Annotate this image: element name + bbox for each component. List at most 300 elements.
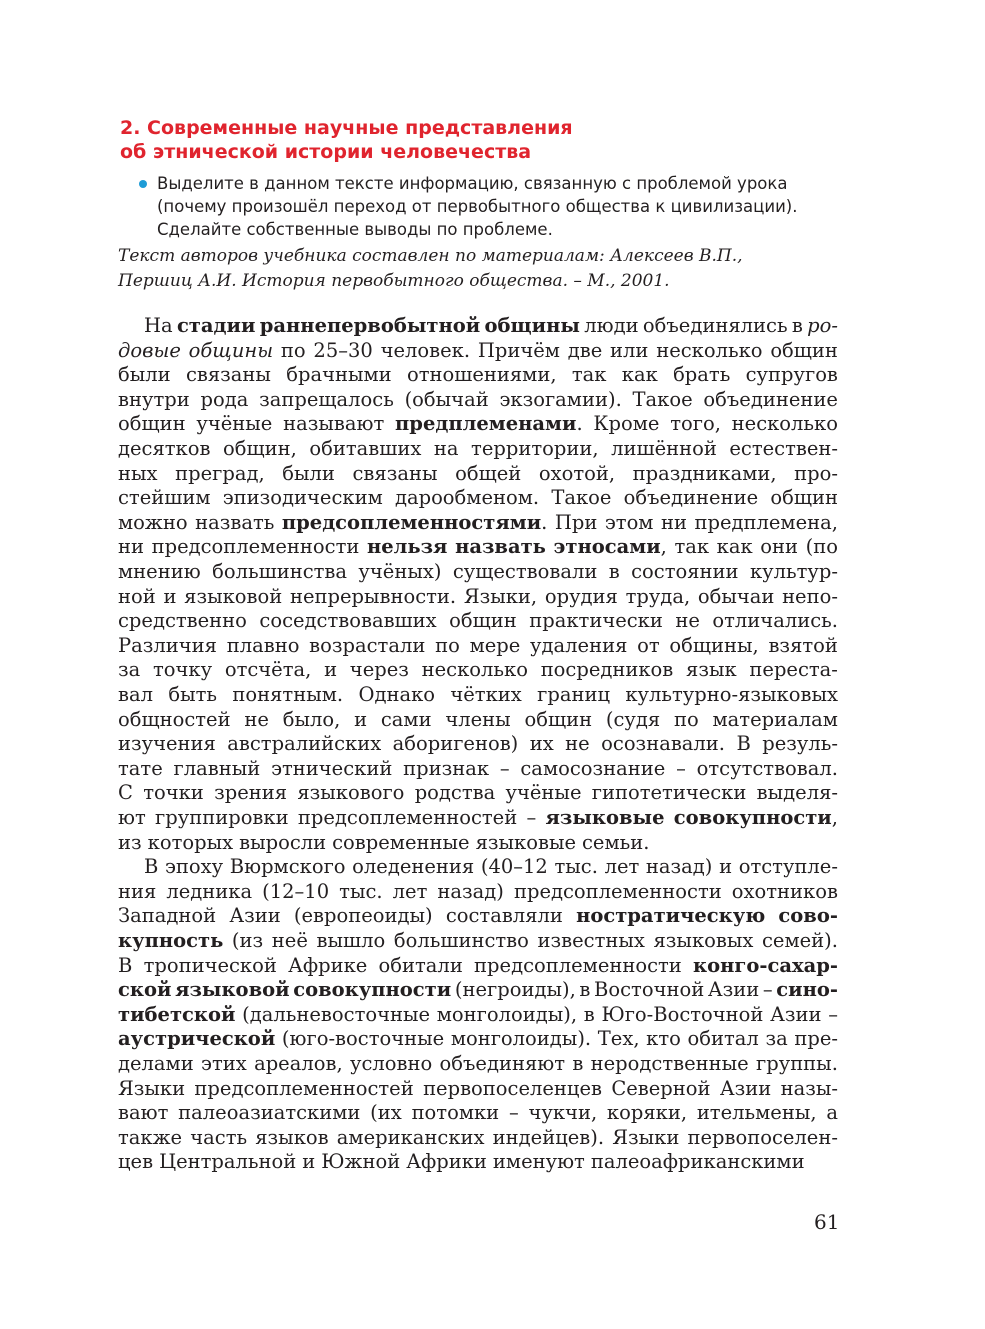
body-word: предплемена, bbox=[694, 511, 838, 534]
body-line bbox=[118, 954, 838, 978]
body-word: отсутствовал. bbox=[696, 757, 838, 780]
body-word: были bbox=[118, 363, 171, 386]
body-word: ской bbox=[118, 978, 172, 1001]
body-word: неё bbox=[271, 929, 308, 952]
body-word: Кроме bbox=[593, 412, 660, 435]
body-word: общей bbox=[455, 462, 522, 485]
body-word: При bbox=[554, 511, 598, 534]
body-word: ностратическую bbox=[576, 904, 766, 927]
body-word: палеоазиатскими bbox=[178, 1101, 361, 1124]
body-word: связаны bbox=[352, 462, 438, 485]
body-word: ют bbox=[118, 806, 146, 829]
body-word: взятой bbox=[768, 634, 838, 657]
body-word: назад) bbox=[437, 880, 504, 903]
body-word: точки bbox=[143, 781, 204, 804]
body-line bbox=[118, 511, 838, 535]
body-word: по bbox=[435, 634, 460, 657]
body-word: супругов bbox=[745, 363, 838, 386]
body-line bbox=[118, 486, 838, 510]
body-word: существовали bbox=[452, 560, 598, 583]
body-word: монголоиды), bbox=[436, 1003, 578, 1026]
body-word: общины, bbox=[669, 634, 759, 657]
body-word: внутри bbox=[118, 388, 190, 411]
body-word: языкового bbox=[297, 781, 405, 804]
body-word: вышло bbox=[316, 929, 386, 952]
body-word: рода bbox=[200, 388, 249, 411]
body-word: цев bbox=[118, 1150, 154, 1173]
body-word: языковых bbox=[653, 929, 754, 952]
body-word: американских bbox=[336, 1126, 485, 1149]
body-word: про- bbox=[794, 462, 838, 485]
body-word: тыс. bbox=[554, 855, 598, 878]
body-word: можно bbox=[118, 511, 188, 534]
body-word: эпоху bbox=[164, 855, 224, 878]
body-word: объединялись bbox=[642, 314, 788, 337]
body-line bbox=[118, 880, 838, 904]
body-word: осознавали. bbox=[601, 732, 726, 755]
body-line bbox=[118, 634, 838, 658]
body-line bbox=[118, 904, 838, 928]
body-line bbox=[118, 388, 838, 412]
body-word: Однако bbox=[358, 683, 436, 706]
body-word: языковой bbox=[184, 585, 283, 608]
body-word: мнению bbox=[118, 560, 201, 583]
body-word: связаны bbox=[185, 363, 271, 386]
body-line bbox=[118, 683, 838, 707]
body-word: непрерывности. bbox=[289, 585, 457, 608]
body-word: переста- bbox=[749, 658, 838, 681]
body-word: сами bbox=[380, 708, 432, 731]
body-word: Языки, bbox=[463, 585, 538, 608]
body-word: коряки, bbox=[606, 1101, 688, 1124]
body-word: были bbox=[282, 462, 335, 485]
body-word: стадии bbox=[176, 314, 256, 337]
body-word: было, bbox=[282, 708, 341, 731]
body-word: и bbox=[302, 1150, 316, 1173]
body-word: общин bbox=[770, 486, 838, 509]
body-line bbox=[118, 831, 838, 855]
body-word: большинство bbox=[393, 929, 529, 952]
body-word: территории, bbox=[471, 437, 599, 460]
body-word: или bbox=[610, 339, 649, 362]
body-line bbox=[144, 855, 838, 879]
body-word: составляли bbox=[445, 904, 563, 927]
body-word: делами bbox=[118, 1052, 194, 1075]
body-word: Азии bbox=[770, 1003, 822, 1026]
body-line bbox=[118, 1003, 838, 1027]
body-line bbox=[118, 708, 838, 732]
body-word: лет bbox=[392, 880, 428, 903]
body-word-group bbox=[395, 412, 583, 436]
body-word: , bbox=[660, 535, 667, 558]
body-line bbox=[118, 1052, 838, 1076]
body-line bbox=[118, 363, 838, 387]
body-word: язык bbox=[686, 658, 737, 681]
body-word: называют bbox=[283, 412, 385, 435]
body-word: В bbox=[736, 732, 751, 755]
body-word: (судя bbox=[605, 708, 661, 731]
body-word: (обычай bbox=[404, 388, 489, 411]
body-line bbox=[118, 978, 838, 1002]
body-word: дарообменом. bbox=[394, 486, 540, 509]
body-word: праздниками, bbox=[632, 462, 777, 485]
body-word: большинства bbox=[212, 560, 348, 583]
body-word: оледенения bbox=[352, 855, 475, 878]
body-word: труда, bbox=[625, 585, 691, 608]
body-word: индейцев). bbox=[492, 1126, 605, 1149]
body-word: на bbox=[433, 437, 459, 460]
body-word: общин bbox=[449, 609, 517, 632]
body-word: языковой bbox=[175, 978, 290, 1001]
body-word: тате bbox=[118, 757, 163, 780]
body-word: тибетской bbox=[118, 1003, 236, 1026]
body-word: границ bbox=[537, 683, 610, 706]
body-word: Языки bbox=[118, 1077, 186, 1100]
body-word: предсоплеменности bbox=[513, 880, 722, 903]
body-word: Такое bbox=[632, 388, 693, 411]
body-word: общин bbox=[524, 708, 593, 731]
body-word: признак bbox=[403, 757, 490, 780]
body-word: отсчёта, bbox=[224, 658, 312, 681]
body-word: ледника bbox=[166, 880, 253, 903]
body-word: брачными bbox=[286, 363, 392, 386]
body-word: самосознание bbox=[520, 757, 666, 780]
body-word: чукчи, bbox=[528, 1101, 598, 1124]
body-line bbox=[118, 929, 838, 953]
source-note-line: Першиц А.И. История первобытного общества. – М., 2001. bbox=[118, 271, 670, 291]
body-line bbox=[118, 1027, 838, 1051]
body-word: Такое bbox=[551, 486, 612, 509]
body-word: ни bbox=[660, 511, 687, 534]
body-line bbox=[118, 609, 838, 633]
body-word: ния bbox=[118, 880, 157, 903]
body-word: Восточной bbox=[594, 978, 705, 1001]
body-line bbox=[118, 806, 838, 830]
body-word: Африки bbox=[406, 1150, 487, 1173]
body-word: – bbox=[676, 757, 686, 780]
body-word: брать bbox=[673, 363, 731, 386]
body-word: выросли bbox=[239, 831, 327, 854]
body-word: также bbox=[118, 1126, 183, 1149]
body-word: в bbox=[791, 314, 803, 337]
body-word: из bbox=[118, 831, 142, 854]
body-word: экзогамии). bbox=[499, 388, 622, 411]
body-word: непо- bbox=[782, 585, 838, 608]
body-word: по bbox=[280, 339, 306, 362]
body-word: назвать bbox=[455, 535, 546, 558]
body-word: общины bbox=[188, 339, 274, 362]
body-word-group bbox=[674, 806, 838, 830]
body-word: плавно bbox=[226, 634, 300, 657]
body-word: Северной bbox=[611, 1077, 711, 1100]
body-word: В bbox=[144, 855, 159, 878]
body-word: точку bbox=[153, 658, 213, 681]
body-word: культур- bbox=[749, 560, 838, 583]
body-word: известных bbox=[537, 929, 645, 952]
body-word: общин bbox=[118, 412, 186, 435]
body-word: первопоселенцев bbox=[423, 1077, 602, 1100]
body-word: ро- bbox=[807, 314, 838, 337]
body-word: . bbox=[541, 511, 548, 534]
page-number: 61 bbox=[814, 1210, 840, 1234]
body-word: объединение bbox=[703, 388, 838, 411]
body-word: человек. bbox=[380, 339, 471, 362]
body-word: С bbox=[118, 781, 133, 804]
body-word: условно bbox=[349, 1052, 433, 1075]
body-word: как bbox=[716, 535, 753, 558]
body-word: две bbox=[567, 339, 603, 362]
body-word: быть bbox=[168, 683, 218, 706]
body-word: предсоплеменности bbox=[474, 954, 682, 977]
body-line bbox=[118, 1150, 838, 1174]
body-word: естествен- bbox=[729, 437, 838, 460]
body-word: учёные bbox=[196, 412, 273, 435]
body-word: этносами bbox=[553, 535, 661, 558]
body-word: родства bbox=[414, 781, 496, 804]
body-word: в bbox=[583, 1003, 595, 1026]
body-word: современные bbox=[332, 831, 470, 854]
body-word: отличались. bbox=[712, 609, 838, 632]
body-word: средственно bbox=[118, 609, 247, 632]
body-word: В bbox=[118, 954, 133, 977]
body-word: резуль- bbox=[762, 732, 838, 755]
body-word: культурно-языковых bbox=[625, 683, 838, 706]
body-word: первопоселен- bbox=[687, 1126, 838, 1149]
body-word: выделя- bbox=[756, 781, 838, 804]
body-word: общин, bbox=[223, 437, 297, 460]
body-word: – bbox=[499, 757, 510, 780]
body-word: обычаи bbox=[697, 585, 775, 608]
body-word: за bbox=[765, 1027, 788, 1050]
body-word: чётких bbox=[450, 683, 522, 706]
body-word: тыс. bbox=[339, 880, 383, 903]
body-word: орудия bbox=[544, 585, 618, 608]
body-word: пре- bbox=[794, 1027, 838, 1050]
body-word: как bbox=[621, 363, 658, 386]
body-word: конго-сахар- bbox=[693, 954, 838, 977]
body-word: семьи. bbox=[582, 831, 650, 854]
body-line bbox=[118, 535, 838, 559]
body-word: мере bbox=[469, 634, 521, 657]
body-word: (юго-восточные bbox=[281, 1027, 445, 1050]
body-word: тропической bbox=[143, 954, 277, 977]
body-word: несколько bbox=[656, 339, 763, 362]
body-word: вают bbox=[118, 1101, 169, 1124]
body-word: Западной bbox=[118, 904, 217, 927]
body-word: назад) bbox=[645, 855, 713, 878]
body-word: обитавших bbox=[309, 437, 422, 460]
body-word: ни bbox=[118, 535, 144, 558]
body-word: а bbox=[826, 1101, 838, 1124]
body-word: Азии bbox=[707, 978, 760, 1001]
body-word: языковые bbox=[475, 831, 577, 854]
body-word: . bbox=[576, 412, 583, 435]
body-word: На bbox=[144, 314, 173, 337]
body-word: их bbox=[529, 732, 554, 755]
body-word: которых bbox=[147, 831, 234, 854]
body-line bbox=[118, 658, 838, 682]
body-word: предсоплеменностей bbox=[194, 1077, 414, 1100]
body-word: лет bbox=[604, 855, 640, 878]
body-word: и bbox=[354, 708, 368, 731]
body-word: состоянии bbox=[631, 560, 739, 583]
body-word: члены bbox=[445, 708, 511, 731]
body-word: несколько bbox=[421, 658, 528, 681]
body-word: Азии bbox=[229, 904, 281, 927]
body-word: так bbox=[571, 363, 607, 386]
body-word: запрещалось bbox=[259, 388, 394, 411]
body-line bbox=[118, 1126, 838, 1150]
body-word: нельзя bbox=[366, 535, 448, 558]
body-word-group bbox=[282, 511, 547, 535]
body-word: языков bbox=[255, 1126, 329, 1149]
body-word: понятным. bbox=[232, 683, 344, 706]
body-word: соседствовавших bbox=[259, 609, 437, 632]
body-word: аустрической bbox=[118, 1027, 276, 1050]
task-line: (почему произошёл переход от первобытного общества к цивилизации). bbox=[157, 197, 798, 216]
body-word: главный bbox=[173, 757, 261, 780]
body-word: практически bbox=[529, 609, 663, 632]
body-word: люди bbox=[584, 314, 639, 337]
body-word: – bbox=[828, 1003, 838, 1026]
body-word: и bbox=[719, 855, 733, 878]
body-word: в bbox=[608, 560, 620, 583]
body-word: в bbox=[572, 1052, 584, 1075]
body-word: аборигенов) bbox=[392, 732, 519, 755]
body-word: отношениями, bbox=[406, 363, 557, 386]
body-word: (по bbox=[805, 535, 838, 558]
body-word: потомки bbox=[411, 1101, 500, 1124]
body-word: так bbox=[674, 535, 710, 558]
body-word: преград, bbox=[175, 462, 265, 485]
body-word: (их bbox=[370, 1101, 402, 1124]
body-line bbox=[118, 757, 838, 781]
body-word: за bbox=[118, 658, 141, 681]
body-word: ительмены, bbox=[696, 1101, 817, 1124]
body-word: Азии bbox=[719, 1077, 772, 1100]
body-word: объединяют bbox=[439, 1052, 566, 1075]
body-word: Африке bbox=[288, 954, 368, 977]
body-word: в bbox=[579, 978, 591, 1001]
body-word: (дальневосточные bbox=[242, 1003, 431, 1026]
body-word: ных bbox=[118, 462, 158, 485]
body-word: предсоплеменностей bbox=[297, 806, 518, 829]
body-word: часть bbox=[190, 1126, 248, 1149]
body-word: – bbox=[508, 1101, 519, 1124]
body-word: предплеменами bbox=[395, 412, 577, 435]
body-word: – bbox=[526, 806, 537, 829]
body-word: – bbox=[762, 978, 773, 1001]
body-word: купность bbox=[118, 929, 224, 952]
body-word: общин bbox=[770, 339, 838, 362]
body-word: удаления bbox=[530, 634, 628, 657]
body-word-group bbox=[554, 535, 667, 559]
body-word: ной bbox=[118, 585, 156, 608]
body-word: языковые bbox=[545, 806, 665, 829]
body-word: возрастали bbox=[309, 634, 426, 657]
body-word: охотой, bbox=[538, 462, 616, 485]
body-word: 25–30 bbox=[313, 339, 373, 362]
body-word: лишённой bbox=[611, 437, 717, 460]
body-line bbox=[118, 1077, 838, 1101]
body-word: Вюрмского bbox=[229, 855, 346, 878]
body-word: сино- bbox=[776, 978, 838, 1001]
body-word: назы- bbox=[780, 1077, 838, 1100]
body-word: обитали bbox=[378, 954, 463, 977]
body-word: (из bbox=[231, 929, 264, 952]
body-word: не bbox=[565, 732, 590, 755]
body-word: именуют bbox=[492, 1150, 585, 1173]
body-word: группы. bbox=[756, 1052, 838, 1075]
body-word: гипотетически bbox=[591, 781, 747, 804]
body-line bbox=[118, 1101, 838, 1125]
section-heading-line-2: об этнической истории человечества bbox=[120, 141, 532, 163]
body-word: и bbox=[163, 585, 177, 608]
body-word: этом bbox=[604, 511, 654, 534]
body-word: (40–12 bbox=[480, 855, 548, 878]
body-word: предсоплеменности bbox=[151, 535, 360, 558]
body-word: австралийских bbox=[227, 732, 382, 755]
body-word: обитал bbox=[687, 1027, 759, 1050]
body-word: Причём bbox=[477, 339, 560, 362]
body-word: назвать bbox=[195, 511, 275, 534]
body-word: , bbox=[831, 806, 838, 829]
body-word: ареалов, bbox=[254, 1052, 343, 1075]
body-word: группировки bbox=[155, 806, 289, 829]
body-word: и bbox=[324, 658, 338, 681]
section-heading-line-1: 2. Современные научные представления bbox=[120, 117, 573, 139]
body-word: неродственные bbox=[590, 1052, 749, 1075]
body-word: предсоплеменностями bbox=[281, 511, 542, 534]
body-line bbox=[118, 732, 838, 756]
body-word: учёные bbox=[505, 781, 582, 804]
body-word: по bbox=[673, 708, 699, 731]
body-word: довые bbox=[118, 339, 181, 362]
body-word: того, bbox=[670, 412, 721, 435]
body-word: общностей bbox=[118, 708, 231, 731]
body-word: они bbox=[760, 535, 799, 558]
body-word: не bbox=[675, 609, 700, 632]
body-word: раннепервобытной bbox=[259, 314, 481, 337]
body-word: отступле- bbox=[738, 855, 838, 878]
source-note-line: Текст авторов учебника составлен по материалам: Алексеев В.П., bbox=[118, 246, 743, 266]
body-word: Тех, bbox=[597, 1027, 640, 1050]
task-line: Сделайте собственные выводы по проблеме. bbox=[157, 220, 553, 239]
body-word: материалам bbox=[712, 708, 838, 731]
body-word: монголоиды). bbox=[450, 1027, 592, 1050]
body-word: совокупности bbox=[673, 806, 832, 829]
body-word: этих bbox=[201, 1052, 247, 1075]
body-word: вал bbox=[118, 683, 153, 706]
body-word: этнический bbox=[271, 757, 393, 780]
body-word: совокупности bbox=[293, 978, 452, 1001]
body-line bbox=[118, 437, 838, 461]
body-line bbox=[118, 339, 838, 363]
body-word: сово- bbox=[778, 904, 838, 927]
body-word: через bbox=[349, 658, 409, 681]
body-word: кто bbox=[646, 1027, 681, 1050]
body-line bbox=[118, 462, 838, 486]
body-word: охотников bbox=[731, 880, 838, 903]
body-line bbox=[118, 560, 838, 584]
body-word: объединение bbox=[623, 486, 759, 509]
body-word: эпизодическим bbox=[222, 486, 383, 509]
body-line bbox=[144, 314, 838, 338]
body-word: зрения bbox=[214, 781, 288, 804]
body-line bbox=[118, 412, 838, 436]
body-word: стейшим bbox=[118, 486, 211, 509]
body-word: десятков bbox=[118, 437, 211, 460]
